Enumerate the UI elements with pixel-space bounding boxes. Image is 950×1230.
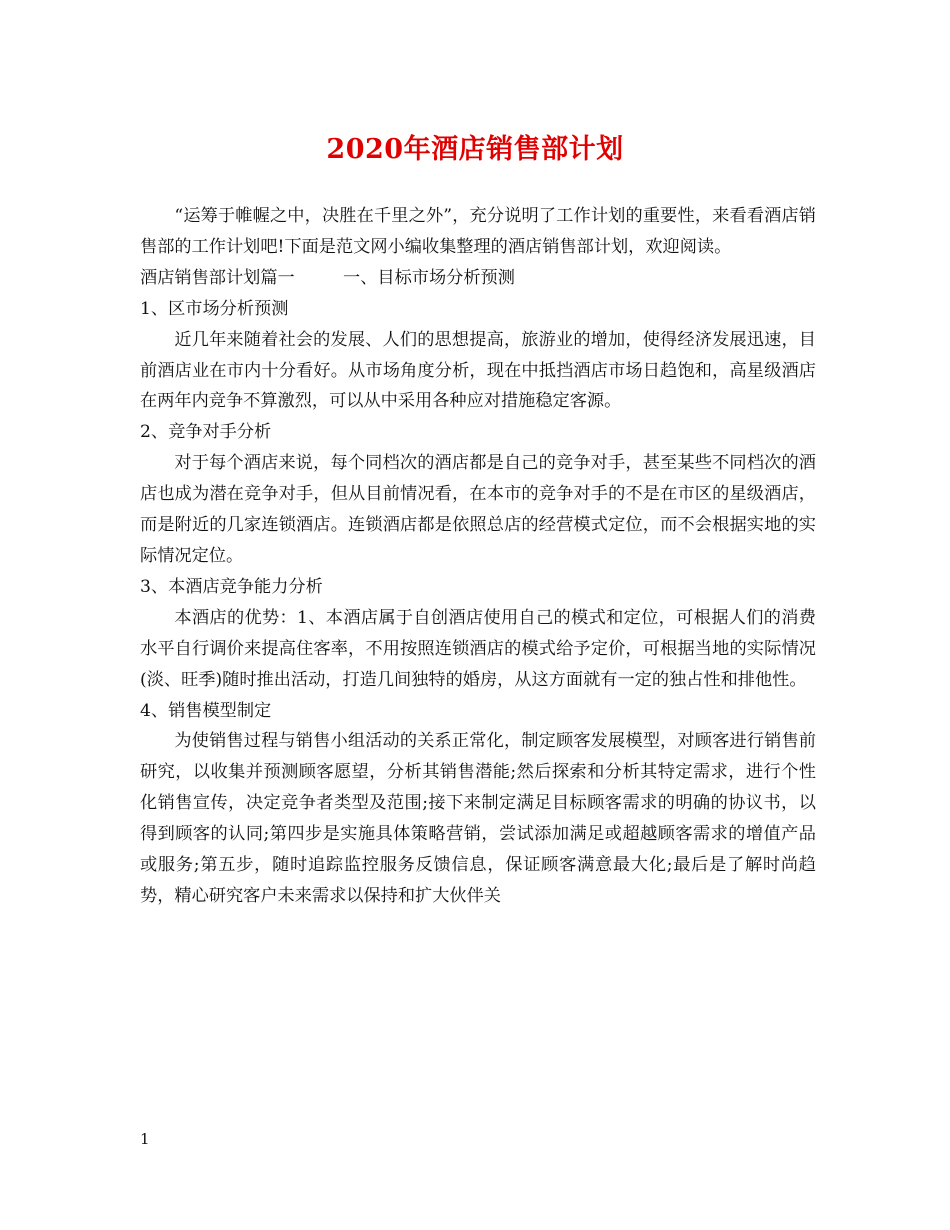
subsection-paragraph-3: 本酒店的优势：1、本酒店属于自创酒店使用自己的模式和定位，可根据人们的消费水平自行调价来提高住客率，不用按照连锁酒店的模式给予定价，可根据当地的实际情况(淡、旺季)随时推出活动，打造几间独特的婚房，从这方面就有一定的独占性和排他性。 xyxy=(140,607,816,690)
subsection-heading-4: 4、销售模型制定 xyxy=(140,700,272,721)
subsection-paragraph-1: 近几年来随着社会的发展、人们的思想提高，旅游业的增加，使得经济发展迅速，目前酒店业在市内十分看好。从市场角度分析，现在中抵挡酒店市场日趋饱和，高星级酒店在两年内竞争不算激烈，可以从中采用各种应对措施稳定客源。 xyxy=(140,329,816,412)
document-title: 2020年酒店销售部计划 xyxy=(326,134,624,165)
subsection-heading-1: 1、区市场分析预测 xyxy=(140,298,289,319)
section-line xyxy=(140,263,816,294)
subsection-heading-3: 3、本酒店竞争能力分析 xyxy=(140,576,323,597)
section-heading: 一、目标市场分析预测 xyxy=(343,267,515,288)
document-body xyxy=(140,201,816,912)
section-title: 酒店销售部计划篇一 xyxy=(140,267,295,288)
subsection-paragraph-4: 为使销售过程与销售小组活动的关系正常化，制定顾客发展模型，对顾客进行销售前研究，以收集并预测顾客愿望，分析其销售潜能;然后探索和分析其特定需求，进行个性化销售宣传，决定竞争者类型及范围;接下来制定满足目标顾客需求的明确的协议书，以得到顾客的认同;第四步是实施具体策略营销，尝试添加满足或超越顾客需求的增值产品或服务;第五步，随时追踪监控服务反馈信息，保证顾客满意最大化;最后是了解时尚趋势，精心研究客户未来需求以保持和扩大伙伴关 xyxy=(140,731,816,906)
intro-paragraph: “运筹于帷幄之中，决胜在千里之外”，充分说明了工作计划的重要性，来看看酒店销售部的工作计划吧!下面是范文网小编收集整理的酒店销售部计划，欢迎阅读。 xyxy=(140,206,816,257)
subsection-paragraph-2: 对于每个酒店来说，每个同档次的酒店都是自己的竞争对手，甚至某些不同档次的酒店也成为潜在竞争对手，但从目前情况看，在本市的竞争对手的不是在市区的星级酒店，而是附近的几家连锁酒店。连锁酒店都是依照总店的经营模式定位，而不会根据实地的实际情况定位。 xyxy=(140,453,816,566)
subsection-heading-2: 2、竞争对手分析 xyxy=(140,422,272,443)
page-number: 1 xyxy=(140,1130,150,1148)
